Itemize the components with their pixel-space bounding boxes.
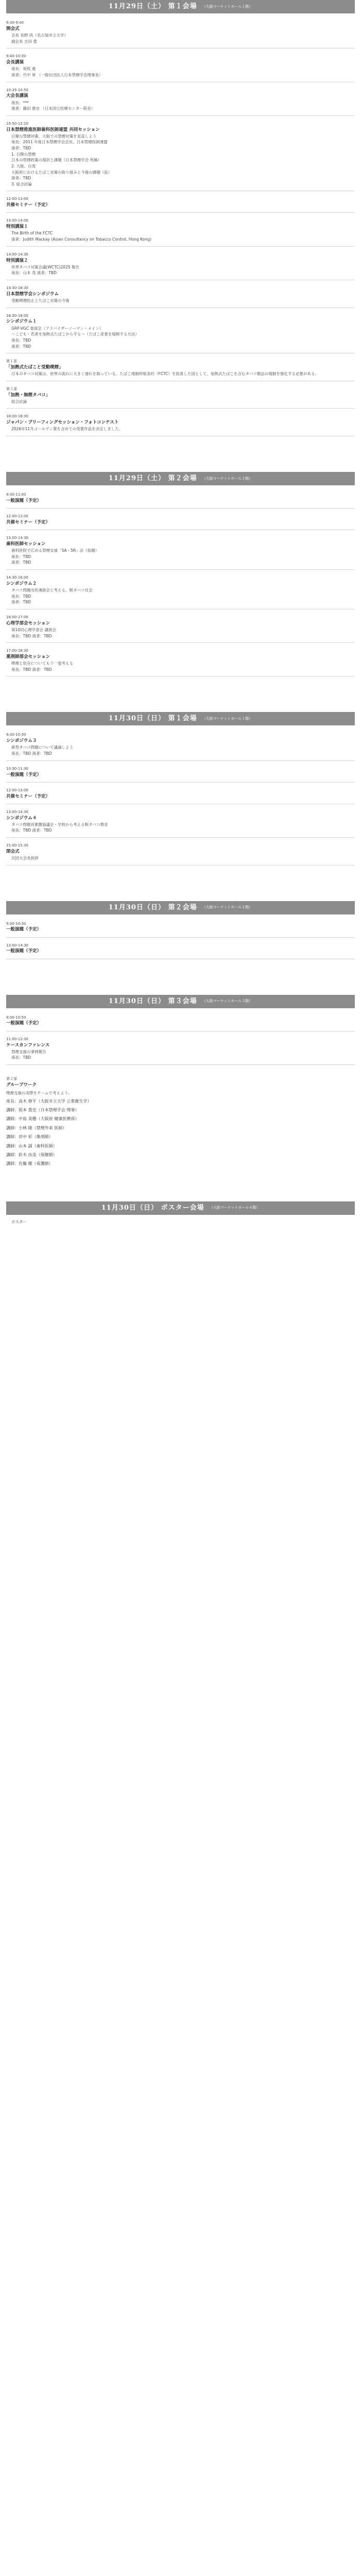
session-block — [6, 940, 355, 956]
session-title: 心理学部会セッション — [6, 620, 50, 626]
divider — [6, 569, 355, 570]
day-header — [6, 472, 355, 485]
session-time: 10:35-10:50 — [6, 88, 28, 92]
session-title: シンポジウム２ — [6, 581, 37, 586]
session-line: 演者：竹中 昇 （一般社団法人日本禁煙学会理事長） — [11, 72, 103, 77]
session-title: シンポジウム１ — [6, 319, 37, 325]
session-block — [6, 283, 355, 305]
session-list — [6, 1012, 355, 1065]
session-line: 演者：TBD — [11, 344, 31, 349]
groupwork-section — [6, 1074, 355, 1168]
session-block — [6, 118, 355, 189]
day-header — [6, 995, 355, 1008]
session-line: 演者：TBD — [11, 600, 31, 605]
day-header-title: 11月30日（日） 第１会場 — [108, 715, 198, 723]
session-line: 座長：山本 茂 演者：TBD — [11, 270, 57, 276]
session-block — [6, 51, 355, 79]
session-title: 日本禁煙学会シンポジウム — [6, 291, 59, 297]
session-title: 「加熱・無煙タバコ」 — [6, 392, 50, 398]
session-block — [6, 85, 355, 113]
member-list — [6, 1098, 355, 1167]
session-line: 会長 長野 尚（名古屋市立大学） — [11, 33, 68, 38]
session-line: 2026年11月ゴールデン賞を含めての受賞作品を決定しました。 — [11, 427, 123, 432]
session-time: 13:00-14:30 — [6, 809, 28, 814]
session-line: The Birth of the FCTC — [11, 231, 53, 236]
session-block — [6, 356, 355, 378]
day-header — [6, 712, 355, 725]
day-header-venue: （大阪マーケットホール２階） — [202, 476, 253, 481]
session-line: 禁煙支援の事例報告 — [11, 1049, 46, 1054]
session-title: 大会長講演 — [6, 93, 28, 99]
day-header-venue: （大阪マーケットホール１階） — [202, 4, 253, 9]
session-line: 演者：TBD — [11, 146, 31, 151]
session-line: 総合討論 — [11, 399, 27, 404]
session-line: 2. 大阪、台湾 — [11, 163, 36, 168]
session-line: 座長：TBD 演者：TBD — [11, 633, 52, 638]
divider — [6, 937, 355, 938]
session-time: 第２部 — [6, 386, 17, 391]
session-time: 18:00-18:30 — [6, 414, 28, 419]
session-time: 16:30-18:00 — [6, 313, 28, 318]
member-row: 講師：田中 彩（薬剤師） — [6, 1134, 53, 1140]
session-line: 座長：TBD 演者：TBD — [11, 751, 52, 756]
divider — [6, 865, 355, 866]
session-line: 歯科医院で広める禁煙支援「5A・5R」法（仮題） — [11, 548, 99, 553]
session-line: 演者：TBD — [11, 176, 31, 181]
session-time: 13:00-14:00 — [6, 218, 28, 223]
divider — [6, 642, 355, 643]
session-time: 12:00-13:00 — [6, 514, 28, 519]
session-time: 11:00-12:30 — [6, 1037, 28, 1041]
session-time: 12:00-13:00 — [6, 197, 28, 201]
groupwork-time: 第２部 — [6, 1076, 17, 1081]
session-time: 10:50-12:20 — [6, 121, 28, 126]
session-title: 一般演題（予定） — [6, 772, 42, 777]
session-time: 9:30-9:40 — [6, 21, 24, 25]
session-line: GRP-VGC 委員会（アドバイザーノーマン・メイン） — [11, 326, 104, 331]
session-list — [6, 730, 355, 865]
member-row: 講師：山本 誠（歯科医師） — [6, 1143, 57, 1148]
day-header — [6, 1201, 355, 1215]
session-time: 14:30-16:00 — [6, 575, 28, 580]
session-block — [6, 646, 355, 673]
day-header-title: 11月30日（日） 第２会場 — [108, 903, 198, 911]
session-title: 一般演題（予定） — [6, 948, 42, 954]
session-title: 共催セミナー（予定） — [6, 793, 51, 799]
session-title: 特別講演１ — [6, 224, 28, 230]
session-line: タバコ問題市民連絡会と考える、脱タバコ社会 — [11, 588, 93, 592]
session-block — [6, 612, 355, 640]
divider — [6, 782, 355, 783]
member-row: 講師：小林 隆（禁煙外来 医師） — [6, 1125, 67, 1130]
day-header — [6, 0, 355, 13]
day-header-venue: （大阪マーケットホール１階） — [202, 716, 253, 721]
session-line: 座長：TBD — [11, 554, 31, 559]
divider — [6, 246, 355, 247]
session-title: 薬剤師部会セッション — [6, 654, 50, 659]
member-row: 座長：高木 修平（大阪市立大学 公衆衛生学） — [6, 1098, 92, 1104]
session-line: 演者：藤田 貴史 （日本国立医療センター院長） — [11, 106, 95, 111]
day-header-title: 11月30日（日） ポスター会場 — [101, 1204, 205, 1212]
session-line: 日本の禁煙政策の現状と課題（日本禁煙学会 所属） — [11, 158, 102, 163]
session-time: 16:00-17:00 — [6, 615, 28, 619]
session-line: 日韓台禁煙対策、大阪での禁煙対策を見直しよう — [11, 133, 96, 139]
day-header — [6, 901, 355, 914]
session-time: 9:30-10:30 — [6, 921, 26, 926]
divider — [6, 837, 355, 838]
session-block — [6, 730, 355, 757]
session-block — [6, 18, 355, 45]
groupwork-title: グループワーク — [6, 1082, 37, 1088]
session-title: 閉会式 — [6, 849, 20, 854]
session-block — [6, 194, 355, 210]
session-time: 14:00-14:30 — [6, 252, 28, 257]
session-block — [6, 384, 355, 406]
session-line: 座長：TBD — [11, 1055, 31, 1060]
session-time: 15:00-15:30 — [6, 843, 28, 848]
session-list — [6, 18, 355, 436]
member-row: 講師：鈴木 由美（保健師） — [6, 1152, 57, 1157]
session-block — [6, 511, 355, 527]
session-time: 17:00-18:30 — [6, 649, 28, 653]
session-list — [6, 919, 355, 959]
session-time: 12:00-13:00 — [6, 788, 28, 792]
session-block — [6, 533, 355, 567]
session-line: 座長：坂牧 進 — [11, 66, 36, 72]
session-title: ジャパン・ブリーフィングセッション・フォトコンテスト — [6, 420, 119, 426]
session-line: 次回大会長挨拶 — [11, 855, 39, 860]
session-title: 一般演題（予定） — [6, 1021, 42, 1026]
divider — [6, 1064, 355, 1065]
footer-note: ポスター — [11, 1219, 27, 1224]
session-line: 喫煙と依存についてもう一度考える — [11, 661, 73, 666]
session-block — [6, 411, 355, 433]
session-block — [6, 785, 355, 801]
session-time: 13:00-14:30 — [6, 536, 28, 540]
session-line: 3. 総合討論 — [11, 181, 32, 187]
member-row: 講師：坂本 貴史（日本禁煙学会 理事） — [6, 1107, 79, 1112]
session-line: 〜こども・若者を加熱式たばこから守る〜（たばこ産業を規制する方法） — [11, 332, 139, 337]
session-line: 演者：TBD — [11, 560, 31, 565]
session-time: 14:30-16:30 — [6, 285, 28, 290]
session-line: タバコ問題首都圏協議会・学校から考える脱タバコ教育 — [11, 822, 108, 827]
session-line: 1. 日韓台禁煙 — [11, 151, 36, 157]
session-block — [6, 840, 355, 862]
session-line: 大阪府におけるたばこ対策の取り組みと今後の課題（仮） — [11, 170, 112, 175]
session-block — [6, 249, 355, 277]
session-time: 10:30-11:30 — [6, 766, 28, 771]
session-block — [6, 1034, 355, 1062]
program-page — [0, 0, 361, 1225]
session-title: 会長講演 — [6, 60, 24, 65]
session-title: ケースカンファレンス — [6, 1042, 50, 1048]
session-time: 9:30-10:50 — [6, 1015, 26, 1020]
session-time: 9:40-10:30 — [6, 54, 26, 59]
session-title: 一般演題（予定） — [6, 498, 42, 503]
session-line: 座長：TBD 演者：TBD — [11, 667, 52, 672]
session-block — [6, 572, 355, 606]
session-title: 特別講演２ — [6, 258, 28, 263]
divider — [6, 212, 355, 213]
member-row: 講師：中島 美穂（大阪府 健康医療部） — [6, 1116, 79, 1122]
session-line: 日本のタバコ対策は、世界の流れに大きく遅れを取っている。たばこ規制枠組条約（FCTC）を批准した国として、加熱式たばこを含むタバコ製品の規制を強化する必要がある。 — [11, 371, 319, 377]
divider — [6, 115, 355, 116]
session-line: 座長：*** — [11, 100, 29, 105]
session-line: 座長：2011 年度日本禁煙学会会長、日本禁煙医師連盟 — [11, 140, 108, 145]
session-block — [6, 919, 355, 935]
session-title: シンポジウム３ — [6, 738, 37, 744]
session-time: 13:00-14:30 — [6, 943, 28, 947]
session-title: 共催セミナー（予定） — [6, 519, 51, 525]
member-row: 講師：佐藤 健（看護師） — [6, 1161, 53, 1166]
session-block — [6, 489, 355, 505]
session-line: 新型タバコ問題について議論しよう — [11, 745, 73, 750]
session-title: 開会式 — [6, 26, 20, 31]
day-header-title: 11月29日（土） 第２会場 — [108, 474, 198, 482]
session-block — [6, 215, 355, 243]
session-title: 共催セミナー（予定） — [6, 202, 51, 208]
day-header-venue: （大阪マーケットホール４階） — [209, 1206, 260, 1210]
day-header-venue: （大阪マーケットホール２階） — [202, 905, 253, 910]
session-time: 9:30-10:30 — [6, 733, 26, 737]
day-header-title: 11月30日（日） 第３会場 — [108, 997, 198, 1005]
session-time: 9:30-11:00 — [6, 493, 26, 497]
session-title: 一般演題（予定） — [6, 927, 42, 933]
divider — [6, 508, 355, 509]
session-title: 歯科医師セッション — [6, 541, 46, 547]
session-line: 第10回心理学部会 講演会 — [11, 627, 56, 632]
groupwork-intro: 喫煙支援の実際をチームで考えよう。 — [6, 1090, 72, 1095]
session-list — [6, 489, 355, 676]
session-block — [6, 1012, 355, 1028]
session-line: 世界タバコ対策会議(WCTC)2025 報告 — [11, 264, 79, 269]
session-title: シンポジウム４ — [6, 815, 37, 821]
session-block — [6, 807, 355, 835]
session-title: 「加熱式たばこと受動喫煙」 — [6, 364, 63, 370]
session-block — [6, 311, 355, 351]
session-line: 座長：TBD — [11, 594, 31, 599]
day-header-title: 11月29日（土） 第１会場 — [108, 2, 198, 10]
day-header-venue: （大阪マーケットホール３階） — [202, 999, 253, 1004]
session-title: 日本禁煙推進医師歯科医師連盟 共同セッション — [6, 127, 100, 132]
session-block — [6, 764, 355, 779]
divider — [6, 408, 355, 409]
session-line: 座長：TBD — [11, 337, 31, 343]
session-time: 第１部 — [6, 359, 17, 364]
divider — [6, 760, 355, 761]
session-line: 副会長 吉田 豊 — [11, 39, 37, 44]
session-line: 演者：Judith Mackay (Asian Consultancy on Tobacco Control, Hong Kong) — [11, 237, 152, 242]
session-line: 座長：TBD 演者：TBD — [11, 828, 52, 833]
session-line: 受動喫煙防止とたばこ対策の今後 — [11, 298, 70, 303]
